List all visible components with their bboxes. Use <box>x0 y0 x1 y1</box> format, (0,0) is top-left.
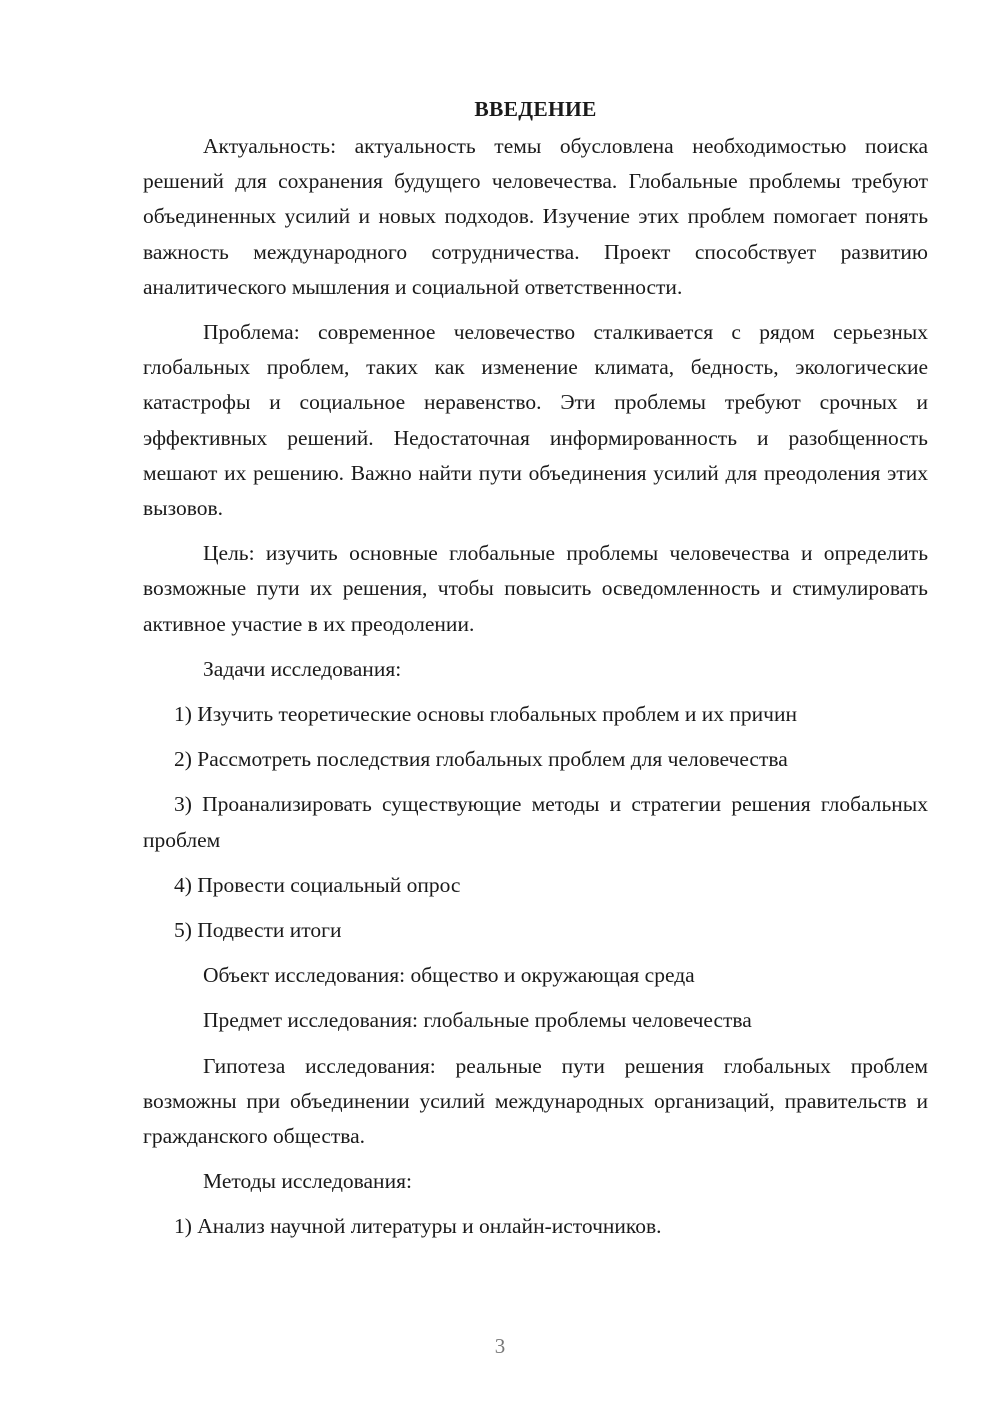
paragraph-problem: Проблема: современное человечество сталкивается с рядом серьезных глобальных проблем, таких как изменение климата, бедность, экологические катастрофы и социальное неравенство. Эти проблемы требуют срочных и эффективных решений. Недостаточная информированность и разобщенность мешают их решению. Важно найти пути объединения усилий для преодоления этих вызовов. <box>143 320 928 521</box>
task-item-2: 2) Рассмотреть последствия глобальных проблем для человечества <box>174 747 788 772</box>
document-page <box>143 92 928 1255</box>
paragraph-goal: Цель: изучить основные глобальные проблемы человечества и определить возможные пути их решения, чтобы повысить осведомленность и стимулировать активное участие в их преодолении. <box>143 541 928 636</box>
method-item-1: 1) Анализ научной литературы и онлайн-источников. <box>174 1214 662 1239</box>
paragraph-hypothesis: Гипотеза исследования: реальные пути решения глобальных проблем возможны при объединении усилий международных организаций, правительств и гражданского общества. <box>143 1053 928 1149</box>
task-item-3: 3) Проанализировать существующие методы и стратегии решения глобальных проблем <box>143 792 928 852</box>
task-item-5: 5) Подвести итоги <box>174 918 342 943</box>
methods-heading: Методы исследования: <box>203 1169 412 1194</box>
task-item-1: 1) Изучить теоретические основы глобальных проблем и их причин <box>174 702 797 727</box>
paragraph-object: Объект исследования: общество и окружающая среда <box>203 963 695 988</box>
task-item-4: 4) Провести социальный опрос <box>174 872 461 897</box>
paragraph-subject: Предмет исследования: глобальные проблемы человечества <box>203 1008 752 1033</box>
tasks-heading: Задачи исследования: <box>203 656 402 681</box>
section-title: ВВЕДЕНИЕ <box>474 97 597 121</box>
paragraph-relevance: Актуальность: актуальность темы обусловлена необходимостью поиска решений для сохранения будущего человечества. Глобальные проблемы требуют объединенных усилий и новых подходов. Изучение этих проблем помогает понять важность международного сотрудничества. Проект способствует развитию аналитического мышления и социальной ответственности. <box>143 134 928 299</box>
page-number: 3 <box>494 1334 506 1358</box>
